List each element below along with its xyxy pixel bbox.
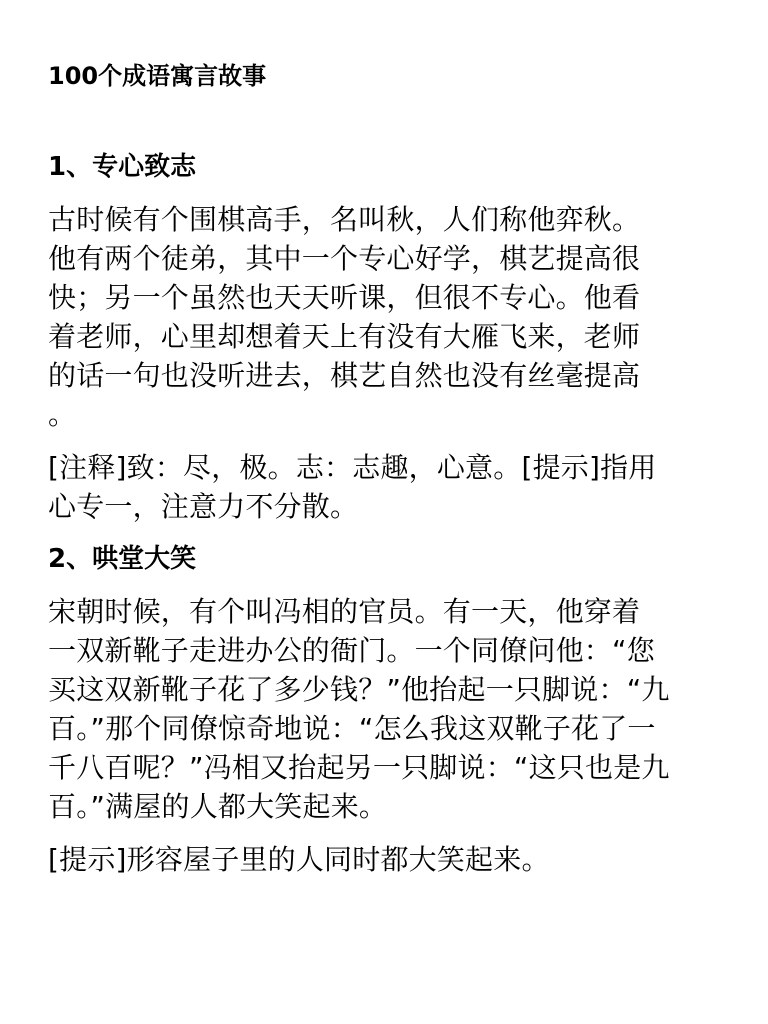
document-title: 100个成语寓言故事 [48, 62, 267, 90]
section-1 [48, 148, 720, 526]
section-heading: 2、哄堂大笑 [48, 544, 197, 574]
section-2 [48, 540, 720, 879]
story-paragraph: 古时候有个围棋高手，名叫秋，人们称他弈秋。 他有两个徒弟，其中一个专心好学，棋艺提高很 快；另一个虽然也天天听课，但很不专心。他看 着老师，心里却想着天上有没有大雁飞来，老师 的话一句也没听进去，棋艺自然也没有丝毫提高 。 [48, 203, 641, 431]
note-paragraph: [提示]形容屋子里的人同时都大笑起来。 [48, 843, 550, 876]
story-paragraph: 宋朝时候，有个叫冯相的官员。有一天，他穿着 一双新靴子走进办公的衙门。一个同僚问他：“您 买这双新靴子花了多少钱？”他抬起一只脚说：“九 百。”那个同僚惊奇地说：“怎么我这双靴子花了一 千八百呢？”冯相又抬起另一只脚说：“这只也是九 百。”满屋的人都大笑起来。 [48, 595, 670, 823]
section-heading: 1、专心致志 [48, 152, 197, 182]
note-paragraph: [注释]致：尽，极。志：志趣，心意。[提示]指用 心专一，注意力不分散。 [48, 451, 657, 523]
